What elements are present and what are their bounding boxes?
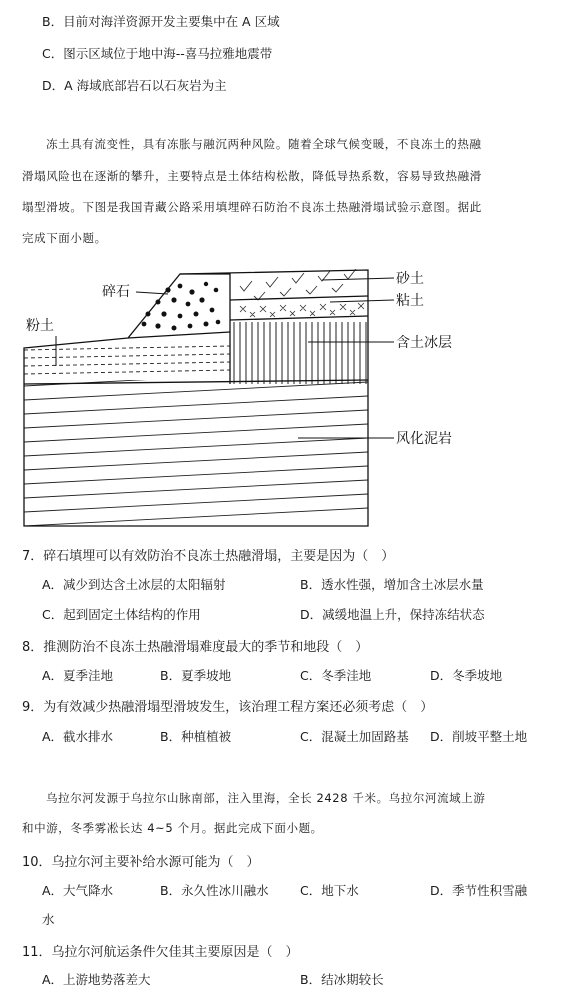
passage1-line-1: 冻土具有流变性，具有冻胀与融沉两种风险。随着全球气候变暖，不良冻土的热融	[46, 137, 482, 151]
passage2-line-2: 和中游，冬季雾凇长达 4~5 个月。据此完成下面小题。	[22, 821, 323, 835]
label-ice-layer: 含土冰层	[396, 335, 452, 351]
passage1-line-2: 滑塌风险也在逐渐的攀升，主要特点是土体结构松散，降低导热系数，容易导致热融滑	[22, 169, 482, 183]
label-sand: 砂土	[396, 271, 424, 287]
q9-option-b: B．种植植被	[160, 729, 232, 744]
frozen-soil-diagram	[18, 262, 488, 532]
q8-option-b: B．夏季坡地	[160, 668, 232, 683]
label-silt: 粉土	[26, 318, 54, 334]
diagram-outlines	[24, 270, 368, 526]
q6-option-b: B．目前对海洋资源开发主要集中在 A 区域	[42, 14, 280, 29]
q9-option-c: C．混凝土加固路基	[300, 729, 409, 744]
q10-option-d: D．季节性积雪融	[430, 883, 528, 898]
leader-lines	[56, 278, 394, 438]
q7-option-c: C．起到固定土体结构的作用	[42, 607, 201, 622]
silt-layer	[24, 346, 230, 374]
q7-option-b: B．透水性强，增加含土冰层水量	[300, 577, 484, 592]
q9-option-d: D．削坡平整土地	[430, 729, 528, 744]
q11-stem: 11．乌拉尔河航运条件欠佳其主要原因是（ ）	[22, 945, 299, 960]
q9-option-a: A．截水排水	[42, 729, 114, 744]
label-clay: 粘土	[396, 293, 424, 309]
q10-option-c: C．地下水	[300, 883, 359, 898]
ice-layer	[234, 322, 366, 384]
q7-option-d: D．减缓地温上升，保持冻结状态	[300, 607, 485, 622]
q7-stem: 7．碎石填埋可以有效防治不良冻土热融滑塌，主要是因为（ ）	[22, 549, 395, 564]
label-gravel: 碎石	[102, 284, 130, 300]
q6-option-d: D．A 海域底部岩石以石灰岩为主	[42, 78, 227, 93]
q11-option-a: A．上游地势落差大	[42, 972, 151, 987]
weathered-mudstone-layer	[24, 368, 368, 526]
q8-stem: 8．推测防治不良冻土热融滑塌难度最大的季节和地段（ ）	[22, 640, 369, 655]
q10-option-a: A．大气降水	[42, 883, 114, 898]
q11-option-b: B．结冰期较长	[300, 972, 384, 987]
q10-option-d-continued: 水	[42, 912, 55, 927]
passage2-line-1: 乌拉尔河发源于乌拉尔山脉南部，注入里海，全长 2428 千米。乌拉尔河流域上游	[46, 791, 486, 805]
label-weathered-mudstone: 风化泥岩	[396, 431, 452, 447]
q7-option-a: A．减少到达含土冰层的太阳辐射	[42, 577, 226, 592]
q9-stem: 9．为有效减少热融滑塌型滑坡发生，该治理工程方案还必须考虑（ ）	[22, 700, 434, 715]
q8-option-a: A．夏季洼地	[42, 668, 114, 683]
q10-stem: 10．乌拉尔河主要补给水源可能为（ ）	[22, 855, 260, 870]
passage1-line-4: 完成下面小题。	[22, 231, 107, 245]
passage1-line-3: 塌型滑坡。下图是我国青藏公路采用填埋碎石防治不良冻土热融滑塌试验示意图。据此	[22, 200, 482, 214]
q8-option-c: C．冬季洼地	[300, 668, 372, 683]
q8-option-d: D．冬季坡地	[430, 668, 503, 683]
sand-layer	[240, 269, 356, 300]
q6-option-c: C．图示区域位于地中海--喜马拉雅地震带	[42, 46, 273, 61]
q10-option-b: B．永久性冰川融水	[160, 883, 269, 898]
